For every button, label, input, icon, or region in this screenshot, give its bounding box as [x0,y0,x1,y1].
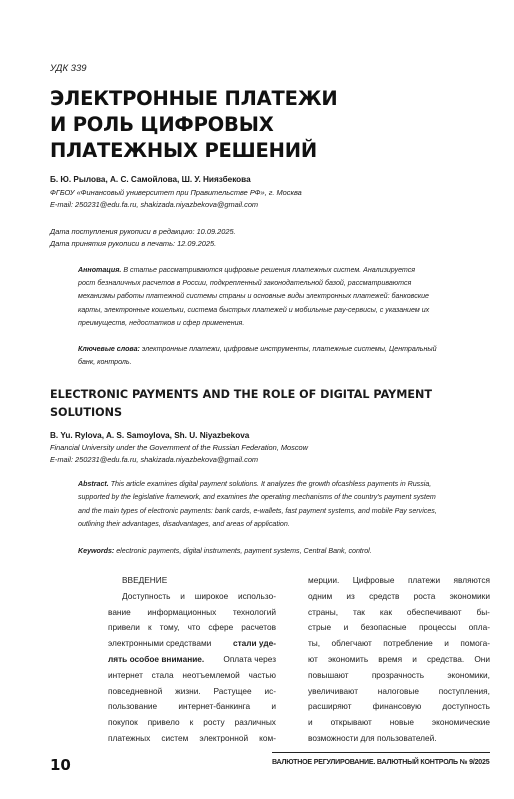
body-line [108,620,276,636]
body-word: роста [413,590,436,601]
keywords-ru-line [78,343,440,356]
body-word: время [378,653,403,664]
body-word: страны, [308,606,339,617]
body-line [308,589,490,605]
affiliation-en: Financial University under the Government of the Russian Federation, Moscow [50,443,308,452]
body-word: широкое [194,590,229,601]
body-word: расширяют [308,701,352,712]
email-ru: E-mail: 250231@edu.fa.ru, shakizada.niyazbekova@gmail.com [50,200,259,209]
body-word: повышают [308,669,349,680]
body-word: интернет [108,669,143,680]
body-word: являются [453,575,490,585]
body-word: бы- [476,606,490,617]
abstract-ru-line: преимуществ, недостатков и сфер применения. [78,318,245,327]
body-word: процессы [418,622,457,633]
body-word: к [147,622,152,633]
abstract-ru-line: рост безналичных расчетов в России, подкрепленный законодательной базой, рассматриваются [78,279,412,288]
abstract-ru-label: Аннотация. [78,266,122,274]
footer-rule [272,752,490,753]
body-word: систем [161,732,189,743]
body-word: частью [248,669,276,680]
body-word: сфере [208,622,234,633]
body-word: потребление [383,638,433,649]
body-word: повседневной [108,685,163,696]
body-line [108,715,276,731]
body-word: и [180,590,185,601]
title-en-line: ELECTRONIC PAYMENTS AND THE ROLE OF DIGITAL PAYMENT [50,388,433,401]
abstract-ru-line [78,264,440,277]
body-word: расчетов [241,622,276,633]
abstract-en [78,478,448,531]
title-en-line: SOLUTIONS [50,406,123,419]
body-word: пользование [108,701,158,712]
keywords-en-text: electronic payments, digital instruments, payment systems, Central Bank, control. [114,547,372,555]
body-word: Оплата через [223,653,276,664]
body-word: и [308,717,313,728]
article-title-ru [50,86,470,164]
body-line [108,699,276,715]
body-line [108,636,276,652]
body-word: стрые [308,622,332,633]
article-title-en [50,386,470,422]
body-line [108,668,276,684]
body-word: увеличивают [308,685,359,696]
title-ru-line: ЭЛЕКТРОННЫЕ ПЛАТЕЖИ [50,87,338,110]
body-word: различных [234,717,276,728]
date-received: Дата поступления рукописи в редакцию: 10.09.2025. [50,227,236,236]
abstract-ru-text: В статье рассматриваются цифровые решения платежных систем. Анализируется [121,266,416,274]
body-word: средств [369,590,400,601]
right-column-lines [308,573,490,747]
page-number: 10 [50,756,71,774]
body-word: новые [389,717,414,728]
body-word: опла- [468,622,490,633]
body-word: экономить [327,653,369,664]
keywords-ru-line: банк, контроль. [78,357,132,366]
body-word: покупок [108,717,138,728]
body-word: информационных [147,606,217,617]
body-word: безопасные [360,622,407,633]
date-accepted: Дата принятия рукописи в печать: 12.09.2025. [50,238,217,248]
keywords-en-label: Keywords: [78,547,115,555]
keywords-ru [78,343,440,368]
body-word: использо- [238,590,276,601]
email-en: E-mail: 250231@edu.fa.ru, shakizada.niyazbekova@gmail.com [50,455,259,464]
body-word: открывают [330,717,372,728]
body-word: Они [474,653,490,664]
abstract-ru [78,264,440,330]
abstract-ru-line: карты, электронные кошельки, система быстрых платежей и мобильные pay-сервисы, с указанием их [78,305,430,314]
authors-en: B. Yu. Rylova, A. S. Samoylova, Sh. U. Niyazbekova [50,431,250,440]
body-word: привели [108,622,140,633]
body-word: налоговые [377,685,419,696]
journal-name: ВАЛЮТНОЕ РЕГУЛИРОВАНИЕ. ВАЛЮТНЫЙ КОНТРОЛЬ № 9/2025 [272,757,490,766]
body-line [308,620,490,636]
body-word: платежи [407,575,441,585]
authors-ru: Б. Ю. Рылова, А. С. Самойлова, Ш. У. Ниязбекова [50,175,251,184]
body-line [108,684,276,700]
body-word: и [271,701,276,712]
body-line [308,668,490,684]
title-ru-line: И РОЛЬ ЦИФРОВЫХ [50,113,274,136]
body-word: тому, [159,622,180,633]
body-line [308,636,490,652]
body-word: стала [151,669,174,680]
body-column-right [308,573,490,747]
body-word: возможности для пользователей. [308,732,437,743]
body-word: облегчают [331,638,372,649]
body-word: технологий [232,606,276,617]
body-line [108,589,276,605]
body-word: ис- [264,685,276,696]
body-word: ты, [308,638,321,649]
body-word: росту [203,717,225,728]
body-word: и [444,638,449,649]
keywords-en [78,547,372,555]
body-word: Цифровые [352,575,395,585]
title-ru-line: ПЛАТЕЖНЫХ РЕШЕНИЙ [50,139,318,162]
body-word: средства. [427,653,465,664]
body-line [108,731,276,747]
section-heading: ВВЕДЕНИЕ [122,575,168,585]
body-word: жизни. [175,685,201,696]
body-word: как [379,606,392,617]
body-word: и [412,653,417,664]
body-word: неотъемлемой [182,669,240,680]
manuscript-dates [50,226,236,249]
body-word: что [187,622,201,633]
body-word: и [343,622,349,633]
body-word: лять особое внимание. [108,653,205,664]
body-word: электронными средствами [108,638,212,649]
body-word: прозрачность [371,669,425,680]
body-column-left [108,573,276,747]
body-word: финансовую [372,701,422,712]
abstract-en-line: outlining their advantages, disadvantages, and areas of application. [78,519,290,528]
body-word: ком- [259,732,276,743]
abstract-en-text: This article examines digital payment solutions. It analyzes the growth ofcashless payments in Russia, [108,480,432,488]
body-line [308,652,490,668]
body-line [308,731,490,747]
body-word: экономические [431,717,490,728]
abstract-en-line: and the main types of electronic payments: bank cards, e-wallets, fast payment systems, and mobile Pay services, [78,506,437,515]
body-line [108,652,276,668]
body-word: Доступность [122,590,171,601]
body-line [308,605,490,621]
affiliation-ru: ФГБОУ «Финансовый университет при Правительстве РФ», г. Москва [50,188,302,197]
body-line [308,715,490,731]
body-word: так [352,606,365,617]
body-line [308,573,490,589]
body-line [308,684,490,700]
body-word: интернет-банкинга [178,701,251,712]
body-line [308,699,490,715]
body-word: экономики, [447,669,490,680]
body-line [108,605,276,621]
body-word: ют [308,653,318,664]
body-word: мерции. [308,575,340,585]
abstract-en-line [78,478,448,491]
body-word: доступность [442,701,490,712]
keywords-ru-label: Ключевые слова: [78,345,140,353]
body-word: экономики [449,590,490,601]
keywords-ru-text: электронные платежи, цифровые инструменты, платежные системы, Центральный [139,345,437,353]
body-word: привело [147,717,180,728]
body-word: обеспечивают [406,606,462,617]
body-word: помога- [460,638,490,649]
body-word: к [189,717,194,728]
udk-code: УДК 339 [50,63,87,74]
body-word: платежных [108,732,151,743]
body-word: электронной [199,732,249,743]
body-word: одним [308,590,333,601]
left-column-lines [108,589,276,747]
abstract-en-label: Abstract. [78,480,109,488]
abstract-ru-line: механизмы работы платежной системы страны и основные виды электронных платежей: банковские [78,292,429,301]
body-word: вание [108,606,131,617]
body-word: поступления, [438,685,490,696]
body-word: стали уде- [232,638,276,649]
body-word: Растущее [213,685,252,696]
abstract-en-line: supported by the legislative framework, and examines the operating mechanisms of the country's payment system [78,493,436,502]
body-word: из [346,590,355,601]
